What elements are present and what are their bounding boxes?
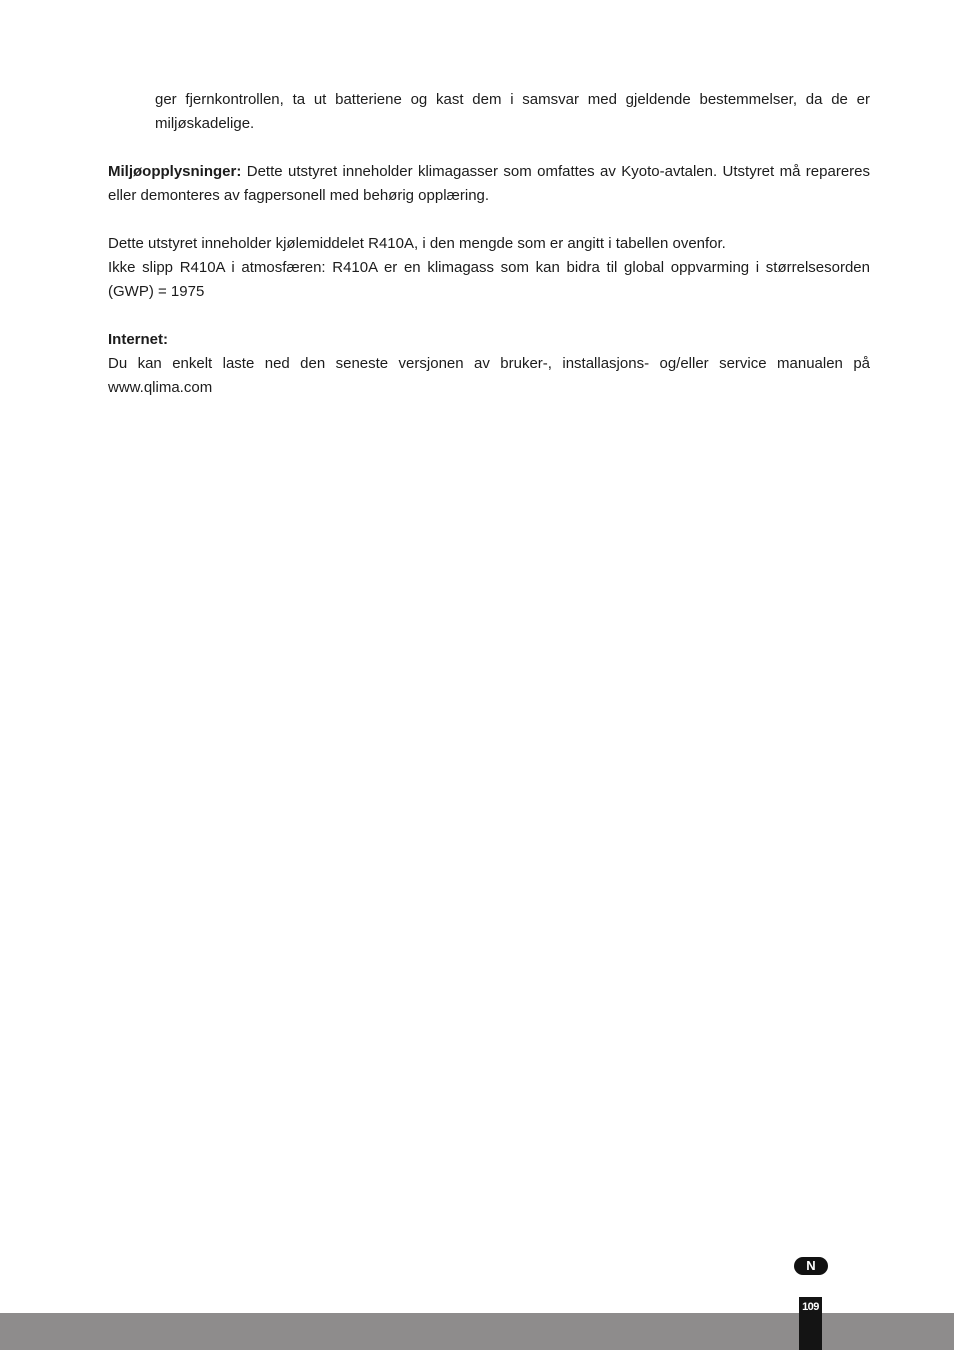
language-badge: N <box>794 1257 828 1275</box>
environment-info-label: Miljøopplysninger: <box>108 163 242 180</box>
internet-text: Du kan enkelt laste ned den seneste versjonen av bruker-, installasjons- og/eller service manualen på www.qlima.com <box>108 355 870 396</box>
document-body <box>108 88 870 400</box>
page-number: 109 <box>802 1301 819 1313</box>
refrigerant-line-1: Dette utstyret inneholder kjølemiddelet R410A, i den mengde som er angitt i tabellen ovenfor. <box>108 235 726 252</box>
refrigerant-line-2: Ikke slipp R410A i atmosfæren: R410A er en klimagass som kan bidra til global oppvarming i størrelsesorden (GWP) = 1975 <box>108 259 870 300</box>
environment-info-paragraph <box>108 160 870 208</box>
battery-disposal-continuation: ger fjernkontrollen, ta ut batteriene og kast dem i samsvar med gjeldende bestemmelser, da de er miljøskadelige. <box>155 91 870 132</box>
environment-info-text: Dette utstyret inneholder klimagasser som omfattes av Kyoto-avtalen. Utstyret må repareres eller demonteres av fagpersonell med behørig opplæring. <box>108 163 870 204</box>
internet-heading: Internet: <box>108 331 168 348</box>
